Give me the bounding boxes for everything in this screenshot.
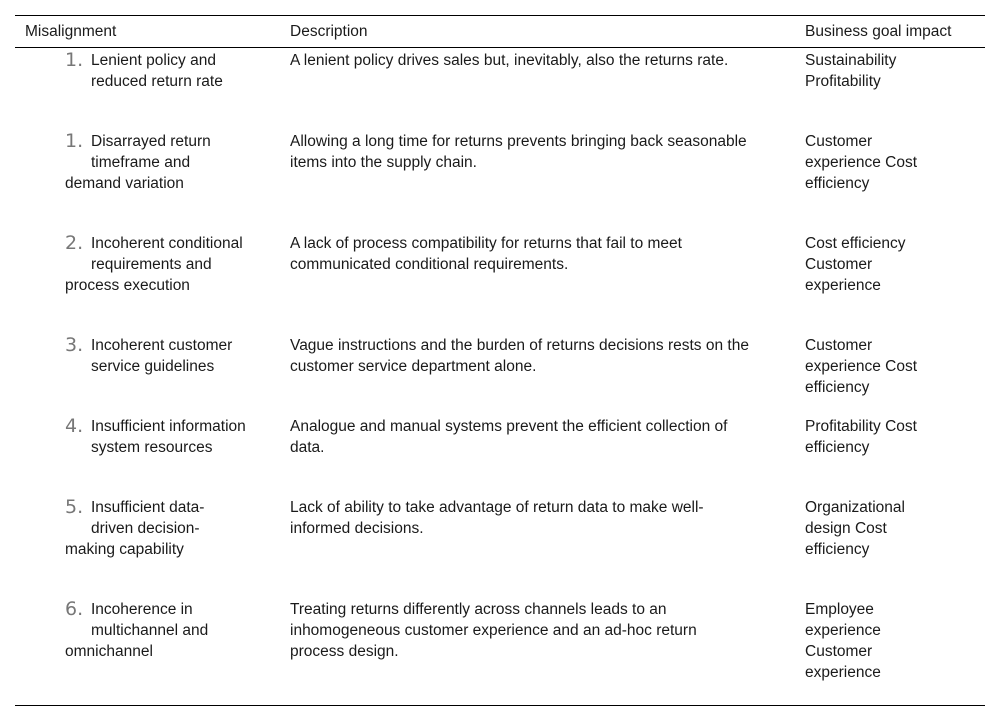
misalignment-text: Insufficient information bbox=[91, 418, 246, 435]
misalignment-cell bbox=[65, 233, 265, 296]
misalignment-text: Incoherent customer bbox=[91, 337, 233, 354]
misalignment-text: system resources bbox=[91, 439, 213, 456]
misalignment-cell bbox=[65, 416, 265, 458]
description-cell: Analogue and manual systems prevent the efficient collection of data. bbox=[290, 418, 728, 456]
misalignment-cell bbox=[65, 50, 265, 92]
row-number: 6. bbox=[65, 598, 84, 620]
description-cell: Vague instructions and the burden of returns decisions rests on the customer service department alone. bbox=[290, 337, 749, 375]
row-number: 1. bbox=[65, 130, 84, 152]
misalignment-text: Disarrayed return bbox=[91, 133, 211, 150]
impact-cell: Customer experience Cost efficiency bbox=[805, 337, 918, 396]
description-cell: Treating returns differently across channels leads to an inhomogeneous customer experience and an ad-hoc return process design. bbox=[290, 601, 697, 660]
misalignment-text: making capability bbox=[65, 541, 184, 558]
description-cell: A lack of process compatibility for returns that fail to meet communicated conditional requirements. bbox=[290, 235, 682, 273]
row-number: 4. bbox=[65, 415, 84, 437]
misalignment-text: process execution bbox=[65, 277, 190, 294]
description-cell: Allowing a long time for returns prevents bringing back seasonable items into the supply chain. bbox=[290, 133, 747, 171]
misalignment-text: reduced return rate bbox=[91, 73, 223, 90]
impact-cell: Sustainability Profitability bbox=[805, 52, 897, 90]
misalignment-text: Incoherent conditional bbox=[91, 235, 243, 252]
table-top-rule bbox=[15, 15, 985, 16]
impact-cell: Cost efficiency Customer experience bbox=[805, 235, 906, 294]
header-description: Description bbox=[290, 23, 368, 40]
row-number: 3. bbox=[65, 334, 84, 356]
description-cell: Lack of ability to take advantage of return data to make well- informed decisions. bbox=[290, 499, 704, 537]
misalignment-text: omnichannel bbox=[65, 643, 153, 660]
misalignment-cell bbox=[65, 131, 265, 194]
misalignment-text: demand variation bbox=[65, 175, 184, 192]
impact-cell: Customer experience Cost efficiency bbox=[805, 133, 918, 192]
row-number: 1. bbox=[65, 49, 84, 71]
misalignment-cell bbox=[65, 335, 265, 377]
impact-cell: Employee experience Customer experience bbox=[805, 601, 881, 681]
misalignment-text: multichannel and bbox=[91, 622, 209, 639]
row-number: 5. bbox=[65, 496, 84, 518]
misalignment-text: driven decision- bbox=[91, 520, 200, 537]
impact-cell: Organizational design Cost efficiency bbox=[805, 499, 905, 558]
misalignment-text: requirements and bbox=[91, 256, 212, 273]
misalignment-text: Lenient policy and bbox=[91, 52, 216, 69]
header-misalignment: Misalignment bbox=[25, 23, 117, 40]
impact-cell: Profitability Cost efficiency bbox=[805, 418, 917, 456]
table-bottom-rule bbox=[15, 705, 985, 706]
misalignment-cell bbox=[65, 599, 265, 662]
row-number: 2. bbox=[65, 232, 84, 254]
misalignment-text: service guidelines bbox=[91, 358, 215, 375]
misalignment-cell bbox=[65, 497, 265, 560]
misalignment-text: timeframe and bbox=[91, 154, 191, 171]
header-impact: Business goal impact bbox=[805, 23, 952, 40]
table-header-rule bbox=[15, 47, 985, 48]
misalignment-text: Insufficient data- bbox=[91, 499, 205, 516]
misalignment-text: Incoherence in bbox=[91, 601, 193, 618]
description-cell: A lenient policy drives sales but, inevitably, also the returns rate. bbox=[290, 52, 729, 69]
